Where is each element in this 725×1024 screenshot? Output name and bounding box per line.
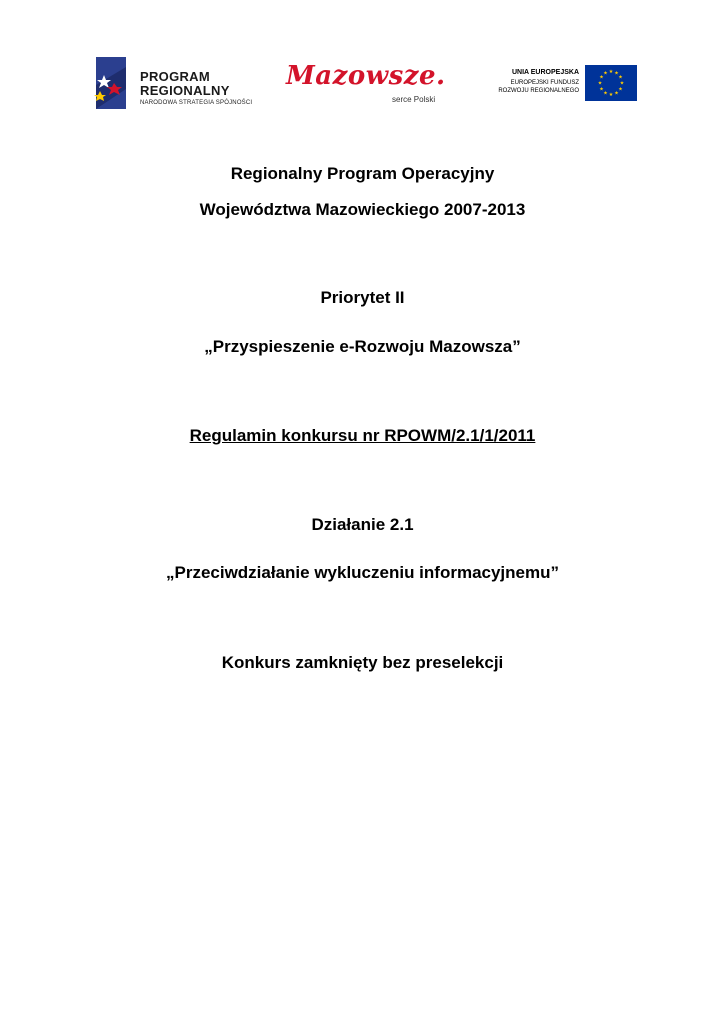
svg-text:★: ★ [608,92,614,98]
svg-text:★: ★ [614,70,619,77]
mazowsze-wordmark: Mazowsze. [286,61,446,91]
program-logo-line1: PROGRAM [140,69,210,84]
svg-text:★: ★ [619,80,625,87]
program-logo-line2: REGIONALNY [140,83,230,98]
competition-type: Konkurs zamknięty bez preselekcji [221,653,504,672]
svg-text:★: ★ [603,90,608,97]
program-regionalny-logo [92,55,267,115]
eu-logo [487,65,637,105]
document-title-line2: Województwa Mazowieckiego 2007-2013 [199,200,526,219]
svg-text:★: ★ [614,90,619,97]
svg-text:★: ★ [618,86,623,93]
action-name: „Przeciwdziałanie wykluczeniu informacyjnemu” [165,563,559,582]
priority-heading: Priorytet II [320,288,405,307]
program-regionalny-emblem-icon [92,55,132,111]
regulation-heading: Regulamin konkursu nr RPOWM/2.1/1/2011 [189,426,536,445]
document-title-line1: Regionalny Program Operacyjny [230,164,495,183]
priority-name: „Przyspieszenie e-Rozwoju Mazowsza” [204,337,521,356]
eu-title: UNIA EUROPEJSKA [511,69,579,76]
mazowsze-logo [282,55,462,115]
svg-text:★: ★ [618,74,623,81]
eu-fund-line1: EUROPEJSKI FUNDUSZ [510,80,579,86]
svg-text:★: ★ [608,69,614,75]
program-logo-subtitle: NARODOWA STRATEGIA SPÓJNOŚCI [140,100,253,106]
svg-text:★: ★ [603,70,608,77]
svg-text:★: ★ [599,74,604,81]
action-heading: Działanie 2.1 [311,515,414,534]
svg-text:★: ★ [597,80,603,87]
eu-fund-line2: ROZWOJU REGIONALNEGO [498,88,579,94]
eu-flag-icon [585,65,637,101]
header-logos [92,55,640,115]
mazowsze-tagline: serce Polski [392,95,436,104]
svg-text:★: ★ [599,86,604,93]
